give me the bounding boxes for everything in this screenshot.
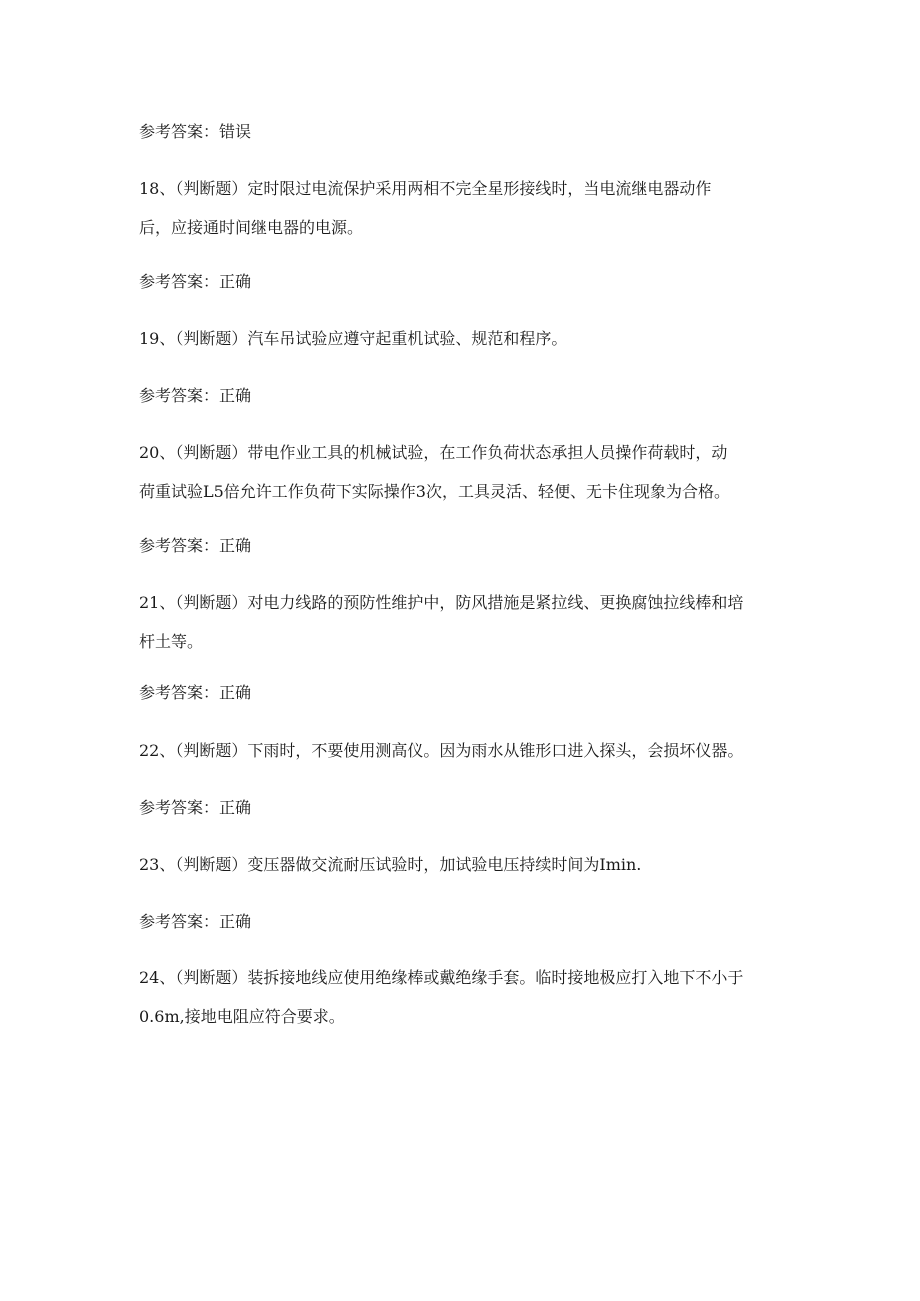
- answer-label: 参考答案：: [139, 536, 220, 555]
- question-number: 20、: [139, 443, 176, 462]
- question-line: [139, 968, 809, 988]
- answer-value: 正确: [219, 272, 252, 291]
- answer-value: 错误: [219, 122, 252, 141]
- question-18: [139, 179, 809, 238]
- question-line: [139, 179, 809, 199]
- question-line: [139, 443, 809, 463]
- question-type: （判断题）: [175, 443, 248, 462]
- question-continuation: 荷重试验L5倍允许工作负荷下实际操作3次，工具灵活、轻便、无卡住现象为合格。: [139, 482, 730, 501]
- question-text: 装拆接地线应使用绝缘棒或戴绝缘手套。临时接地极应打入地下不小于: [247, 968, 744, 987]
- question-line: [139, 855, 809, 875]
- question-22: [139, 741, 809, 761]
- answer-label: 参考答案：: [139, 272, 220, 291]
- question-number: 24、: [139, 968, 176, 987]
- question-type: （判断题）: [175, 329, 248, 348]
- question-text: 变压器做交流耐压试验时，加试验电压持续时间为Imin.: [247, 855, 642, 874]
- answer-line: [139, 536, 251, 556]
- answer-line: [139, 272, 251, 292]
- question-number: 22、: [139, 741, 176, 760]
- question-number: 23、: [139, 855, 176, 874]
- answer-line: [139, 683, 251, 703]
- answer-value: 正确: [219, 386, 252, 405]
- answer-value: 正确: [219, 912, 252, 931]
- answer-line: [139, 122, 251, 142]
- answer-value: 正确: [219, 536, 252, 555]
- question-type: （判断题）: [175, 968, 248, 987]
- answer-label: 参考答案：: [139, 798, 220, 817]
- question-text: 定时限过电流保护采用两相不完全星形接线时，当电流继电器动作: [247, 179, 712, 198]
- question-text: 对电力线路的预防性维护中，防风措施是紧拉线、更换腐蚀拉线棒和培: [247, 593, 744, 612]
- question-continuation: 杆土等。: [139, 632, 204, 651]
- answer-line: [139, 912, 251, 932]
- question-continuation: 0.6m,接地电阻应符合要求。: [139, 1007, 345, 1026]
- answer-label: 参考答案：: [139, 912, 220, 931]
- question-line: [139, 329, 809, 349]
- question-type: （判断题）: [175, 741, 248, 760]
- question-line: [139, 741, 809, 761]
- answer-line: [139, 798, 251, 818]
- answer-line: [139, 386, 251, 406]
- question-text: 带电作业工具的机械试验，在工作负荷状态承担人员操作荷载时，动: [247, 443, 728, 462]
- question-23: [139, 855, 809, 875]
- answer-value: 正确: [219, 683, 252, 702]
- question-24: [139, 968, 809, 1027]
- question-type: （判断题）: [175, 593, 248, 612]
- question-number: 18、: [139, 179, 176, 198]
- question-continuation: 后，应接通时间继电器的电源。: [139, 218, 364, 237]
- question-type: （判断题）: [175, 179, 248, 198]
- question-text: 下雨时，不要使用测高仪。因为雨水从锥形口进入探头，会损坏仪器。: [247, 741, 744, 760]
- question-20: [139, 443, 809, 502]
- question-text: 汽车吊试验应遵守起重机试验、规范和程序。: [247, 329, 568, 348]
- question-19: [139, 329, 809, 349]
- answer-value: 正确: [219, 798, 252, 817]
- answer-label: 参考答案：: [139, 122, 220, 141]
- answer-label: 参考答案：: [139, 386, 220, 405]
- question-type: （判断题）: [175, 855, 248, 874]
- question-number: 21、: [139, 593, 176, 612]
- question-number: 19、: [139, 329, 176, 348]
- question-21: [139, 593, 809, 652]
- answer-label: 参考答案：: [139, 683, 220, 702]
- question-line: [139, 593, 809, 613]
